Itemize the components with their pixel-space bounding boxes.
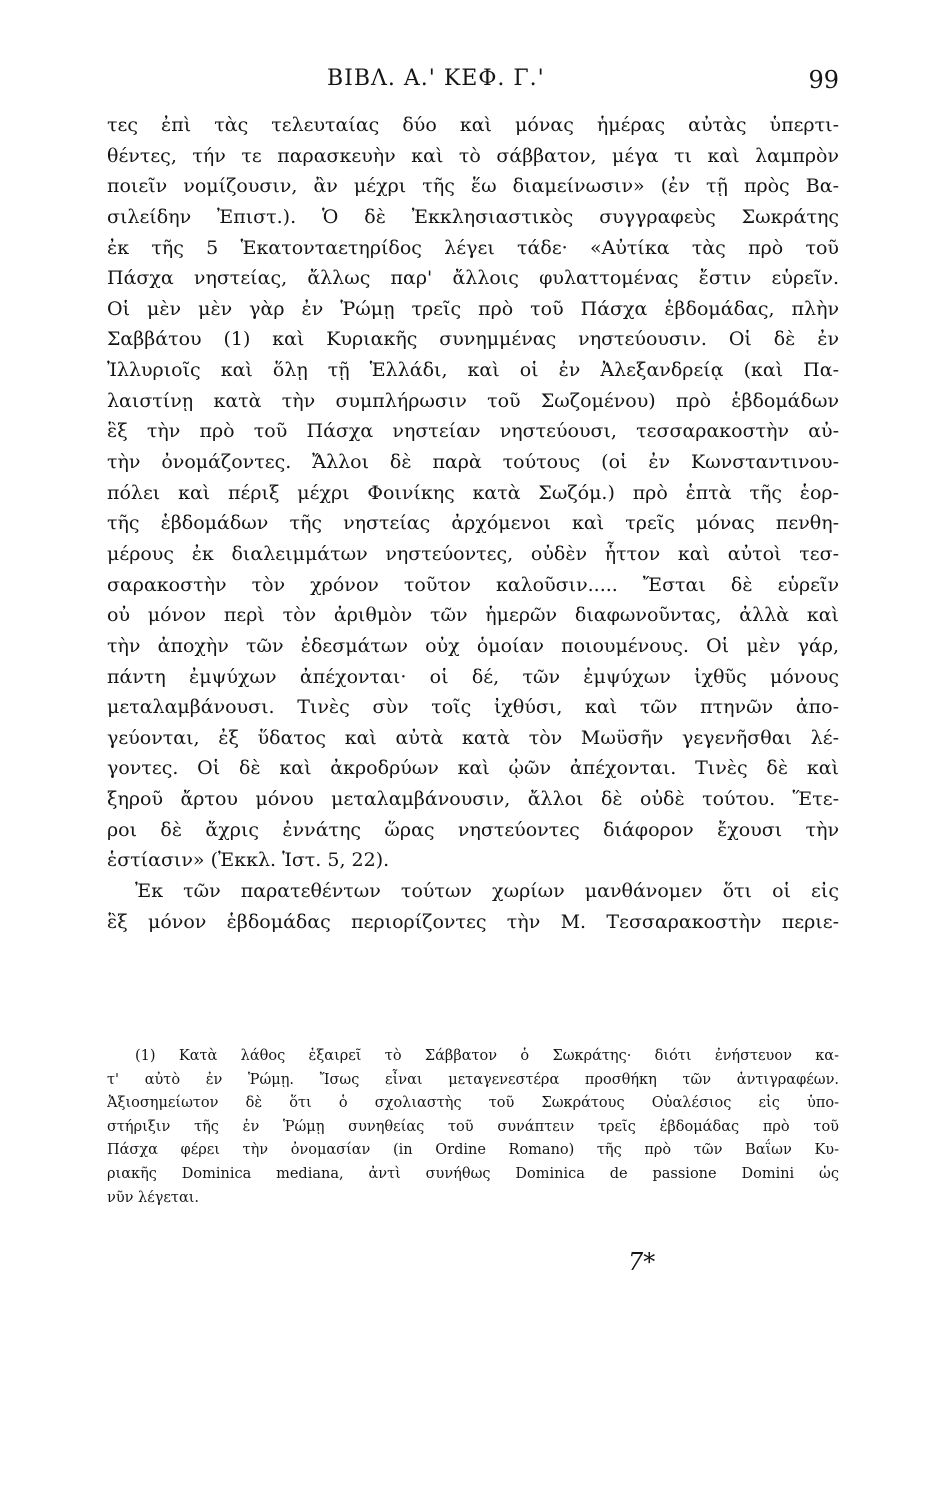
footnote-line: τ' αὐτὸ ἐν Ῥώμῃ. Ἴσως εἶναι μεταγενεστέρα προσθήκη τῶν ἀντιγραφέων. [107, 1071, 839, 1088]
text-line: σαρακοστὴν τὸν χρόνον τοῦτον καλοῦσιν..... Ἔσται δὲ εὑρεῖν [107, 573, 839, 596]
text-line: τῆς ἑβδομάδων τῆς νηστείας ἀρχόμενοι καὶ τρεῖς μόνας πενθη- [107, 512, 839, 535]
signature-mark: 7* [628, 1248, 656, 1276]
footnotes [107, 1045, 839, 1210]
text-line: γεύονται, ἐξ ὕδατος καὶ αὐτὰ κατὰ τὸν Μωϋσῆν γεγενῆσθαι λέ- [107, 726, 839, 749]
text-line: μέρους ἐκ διαλειμμάτων νηστεύοντες, οὐδὲν ἧττον καὶ αὐτοὶ τεσ- [107, 542, 839, 565]
text-line: μεταλαμβάνουσι. Τινὲς σὺν τοῖς ἰχθύσι, καὶ τῶν πτηνῶν ἀπο- [107, 696, 839, 719]
footnote-line: στήριξιν τῆς ἐν Ῥώμῃ συνηθείας τοῦ συνάπτειν τρεῖς ἑβδομάδας πρὸ τοῦ [107, 1118, 839, 1135]
footnote-line: νῦν λέγεται. [107, 1189, 200, 1206]
text-line: ἓξ μόνον ἑβδομάδας περιορίζοντες τὴν Μ. Τεσσαρακοστὴν περιε- [107, 910, 839, 933]
text-line: ροι δὲ ἄχρις ἐννάτης ὥρας νηστεύοντες διάφορον ἔχουσι τὴν [107, 818, 839, 841]
page-header [107, 66, 839, 100]
text-line: θέντες, τήν τε παρασκευὴν καὶ τὸ σάββατον, μέγα τι καὶ λαμπρὸν [107, 144, 839, 167]
text-line: τὴν ὀνομάζοντες. Ἄλλοι δὲ παρὰ τούτους (οἱ ἐν Κωνσταντινου- [107, 451, 839, 474]
running-head: ΒΙΒΛ. Α.' ΚΕΦ. Γ.' [327, 66, 545, 91]
text-line: Ἰλλυριοῖς καὶ ὅλῃ τῇ Ἑλλάδι, καὶ οἱ ἐν Ἀλεξανδρείᾳ (καὶ Πα- [107, 359, 839, 382]
text-line: τες ἐπὶ τὰς τελευταίας δύο καὶ μόνας ἡμέρας αὐτὰς ὑπερτι- [107, 114, 839, 136]
text-line: τὴν ἀποχὴν τῶν ἐδεσμάτων οὐχ ὁμοίαν ποιουμένους. Οἱ μὲν γάρ, [107, 634, 839, 657]
text-line: ἐκ τῆς 5 Ἑκατονταετηρίδος λέγει τάδε· «Αὐτίκα τὰς πρὸ τοῦ [107, 236, 839, 259]
text-line: πόλει καὶ πέριξ μέχρι Φοινίκης κατὰ Σωζόμ.) πρὸ ἑπτὰ τῆς ἑορ- [107, 481, 839, 504]
text-line: πάντη ἐμψύχων ἀπέχονται· οἱ δέ, τῶν ἐμψύχων ἰχθῦς μόνους [107, 665, 839, 688]
text-line: Οἱ μὲν μὲν γὰρ ἐν Ῥώμῃ τρεῖς πρὸ τοῦ Πάσχα ἑβδομάδας, πλὴν [107, 297, 839, 320]
text-line: ἓξ τὴν πρὸ τοῦ Πάσχα νηστείαν νηστεύουσι, τεσσαρακοστὴν αὐ- [107, 420, 839, 443]
text-line: οὐ μόνον περὶ τὸν ἀριθμὸν τῶν ἡμερῶν διαφωνοῦντας, ἀλλὰ καὶ [107, 604, 839, 627]
text-line: Πάσχα νηστείας, ἄλλως παρ' ἄλλοις φυλαττομένας ἔστιν εὑρεῖν. [107, 267, 839, 290]
footnote-line: (1) Κατὰ λάθος ἐξαιρεῖ τὸ Σάββατον ὁ Σωκράτης· διότι ἐνήστευον κα- [135, 1048, 839, 1064]
text-line: ξηροῦ ἄρτου μόνου μεταλαμβάνουσιν, ἄλλοι δὲ οὐδὲ τούτου. Ἕτε- [107, 788, 839, 811]
text-line: ἑστίασιν» (Ἐκκλ. Ἱστ. 5, 22). [107, 849, 390, 872]
footnote-line: Ἀξιοσημείωτον δὲ ὅτι ὁ σχολιαστὴς τοῦ Σωκράτους Οὐαλέσιος εἰς ὑπο- [107, 1095, 839, 1112]
text-line: Σαββάτου (1) καὶ Κυριακῆς συνημμένας νηστεύουσιν. Οἱ δὲ ἐν [107, 328, 839, 351]
page-number: 99 [808, 66, 839, 94]
text-line: λαιστίνῃ κατὰ τὴν συμπλήρωσιν τοῦ Σωζομένου) πρὸ ἑβδομάδων [107, 389, 839, 412]
footnote-line: Πάσχα φέρει τὴν ὀνομασίαν (in Ordine Romano) τῆς πρὸ τῶν Βαΐων Κυ- [107, 1142, 839, 1159]
text-line: γοντες. Οἱ δὲ καὶ ἀκροδρύων καὶ ᾠῶν ἀπέχονται. Τινὲς δὲ καὶ [107, 757, 839, 780]
main-text [107, 110, 839, 937]
footnote-line: ριακῆς Dominica mediana, ἀντὶ συνήθως Dominica de passione Domini ὡς [107, 1165, 839, 1182]
text-line: Ἐκ τῶν παρατεθέντων τούτων χωρίων μανθάνομεν ὅτι οἱ εἰς [135, 880, 839, 903]
text-line: ποιεῖν νομίζουσιν, ἂν μέχρι τῆς ἕω διαμείνωσιν» (ἐν τῇ πρὸς Βα- [107, 175, 839, 198]
text-line: σιλείδην Ἐπιστ.). Ὁ δὲ Ἐκκλησιαστικὸς συγγραφεὺς Σωκράτης [107, 205, 839, 228]
